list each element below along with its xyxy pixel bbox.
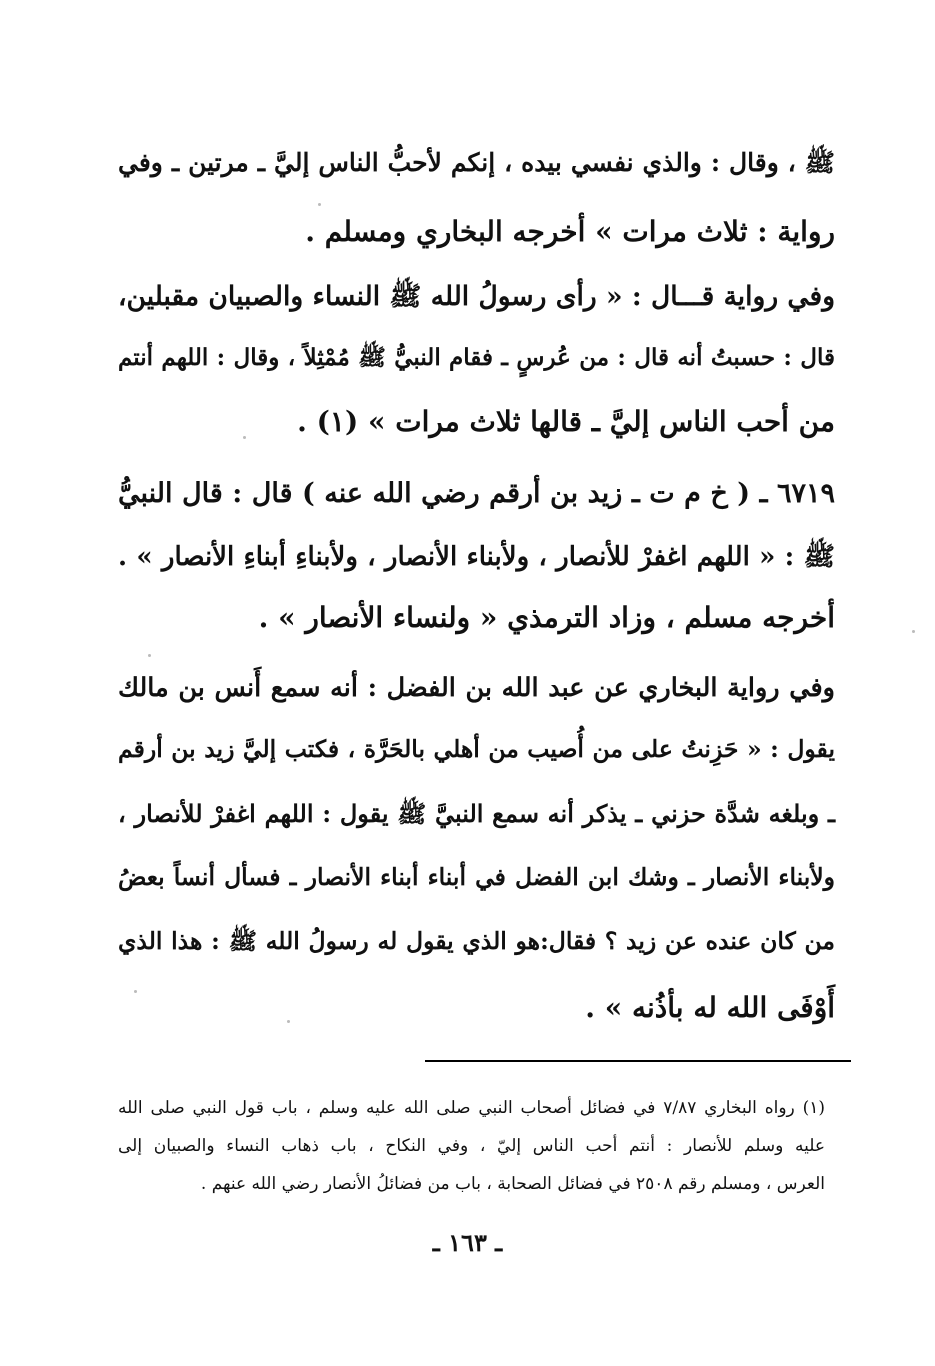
text-line: يقول : « حَزِنتُ على من أُصيب من أهلي بالحَرَّة ، فكتب إليَّ زيد بن أرقم: [118, 735, 835, 763]
text-line: أَوْفَى الله له بأذُنه » .: [585, 991, 835, 1024]
hadith-heading-line: ٦٧١٩ ـ ( خ م ت ـ زيد بن أرقم رضي الله عنه ) قال : قال النبيُّ: [118, 478, 835, 509]
footnote-line: العرس ، ومسلم رقم ٢٥٠٨ في فضائل الصحابة ، باب من فضائلُ الأنصار رضي الله عنهم .: [200, 1174, 825, 1194]
text-line: ولأبناء الأنصار ـ وشك ابن الفضل في أبناء أبناء الأنصار ـ فسأل أنساً بعضُ: [118, 863, 835, 891]
text-line: ﷺ ، وقال : والذي نفسي بيده ، إنكم لأحبُّ الناس إليَّ ـ مرتين ـ وفي: [118, 148, 835, 177]
footnote-divider: [425, 1060, 851, 1062]
text-line: من كان عنده عن زيد ؟ فقال:هو الذي يقول له رسولُ الله ﷺ : هذا الذي: [118, 927, 835, 955]
text-line: من أحب الناس إليَّ ـ قالها ثلاث مرات » (١) .: [297, 405, 835, 438]
scan-speck: [287, 1020, 290, 1023]
text-line: ـ وبلغه شدَّة حزني ـ يذكر أنه سمع النبيَّ ﷺ يقول : اللهم اغفرْ للأنصار ،: [118, 799, 835, 828]
text-line: وفي رواية قـــال : « رأى رسولُ الله ﷺ النساء والصبيان مقبلين،: [118, 281, 835, 312]
text-line: وفي رواية البخاري عن عبد الله بن الفضل : أنه سمع أَنس بن مالك: [118, 673, 835, 703]
footnote-line: (١) رواه البخاري ٧/٨٧ في فضائل أصحاب النبي صلى الله عليه وسلم ، باب قول النبي صلى الله: [118, 1098, 825, 1118]
scan-speck: [318, 203, 321, 206]
footnote-line: عليه وسلم للأنصار : أنتم أحب الناس إليّ ، وفي النكاح ، باب ذهاب النساء والصبيان إلى: [118, 1136, 825, 1156]
scan-speck: [912, 630, 915, 633]
text-line: أخرجه مسلم ، وزاد الترمذي « ولنساء الأنصار » .: [258, 601, 835, 634]
scan-speck: [148, 654, 151, 657]
text-line: قال : حسبتُ أنه قال : من عُرسٍ ـ فقام النبيُّ ﷺ مُمْثِلاً ، وقال : اللهم أنتم: [118, 344, 835, 371]
page-number: ـ ١٦٣ ـ: [432, 1228, 503, 1257]
text-line: رواية : ثلاث مرات » أخرجه البخاري ومسلم .: [305, 215, 835, 248]
text-line: ﷺ : « اللهم اغفرْ للأنصار ، ولأبناء الأنصار ، ولأبناءِ أبناءِ الأنصار » .: [118, 542, 835, 572]
scan-speck: [243, 436, 246, 439]
scan-speck: [134, 990, 137, 993]
